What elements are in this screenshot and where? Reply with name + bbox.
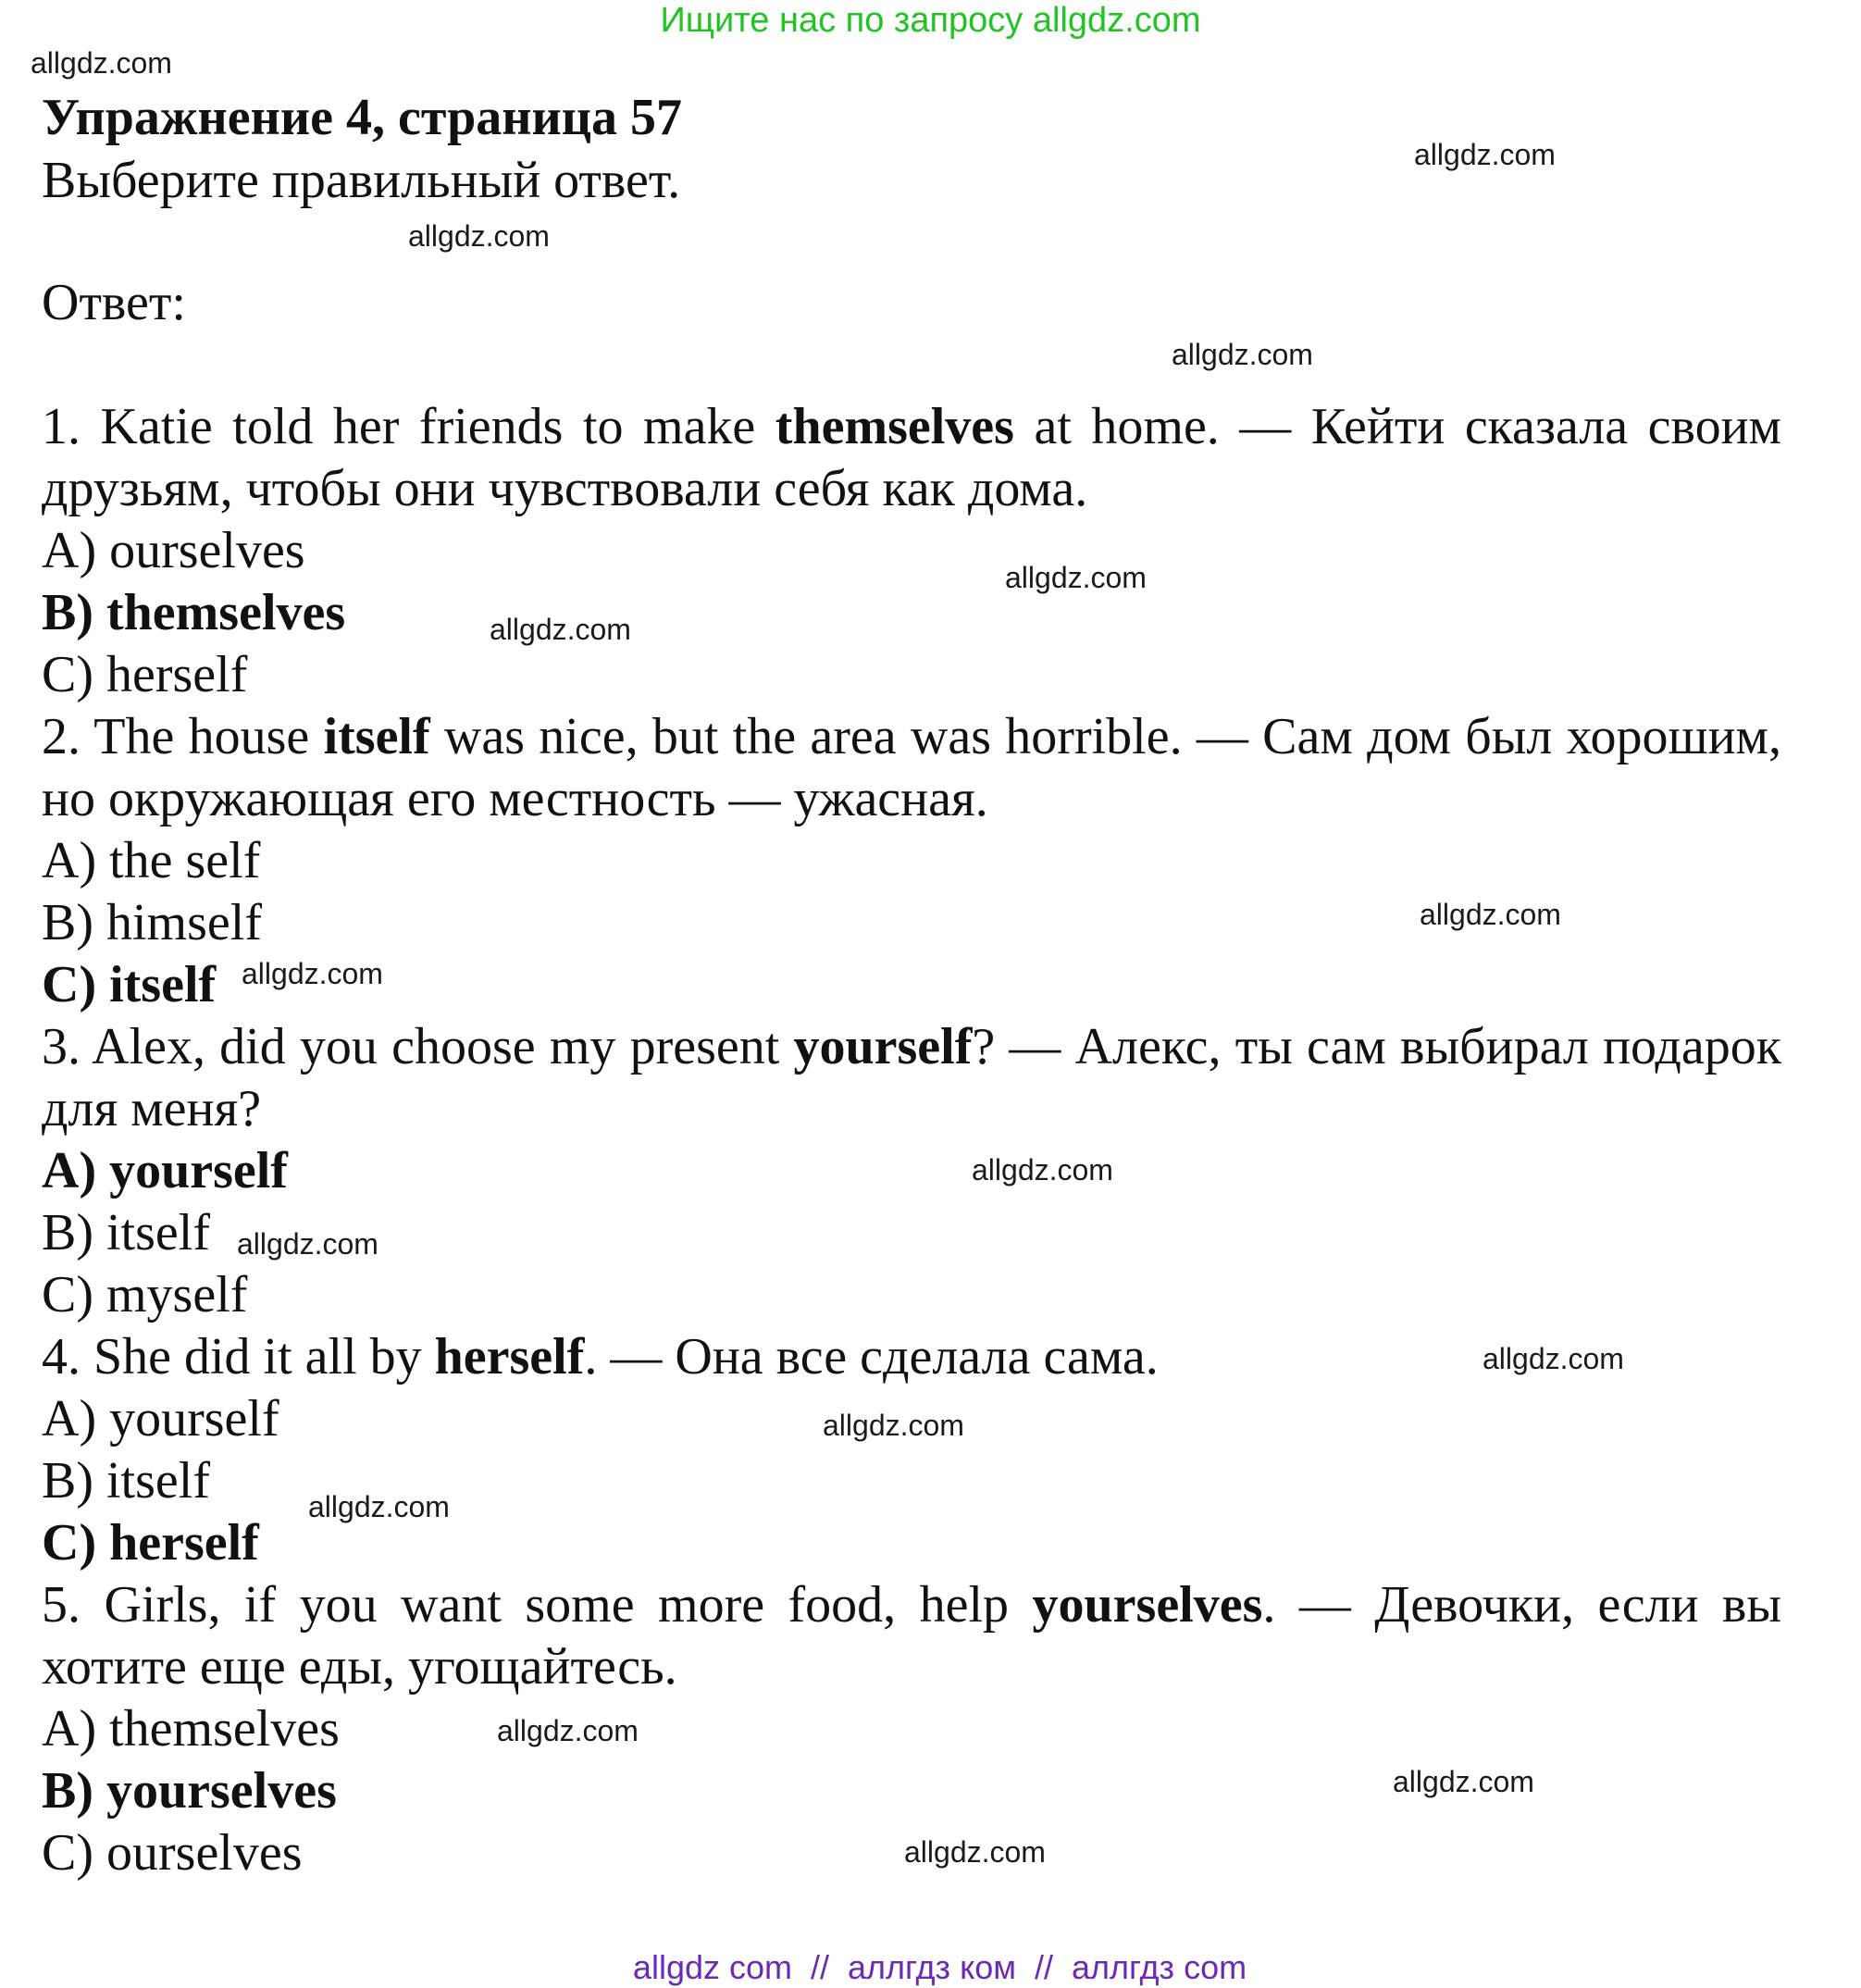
option-a-correct: A) yourself	[42, 1142, 288, 1199]
question-block	[42, 1016, 1781, 1326]
question-text-end: . — Она все сделала сама.	[584, 1328, 1159, 1385]
footer	[0, 1907, 1861, 1988]
option-b: B) itself	[42, 1452, 210, 1510]
question-text-end: was nice, but the area was horrible. — Сам дом был хорошим, но окружающая его местность — ужасная.	[42, 708, 1781, 827]
exercise-title: Упражнение 4, страница 57	[42, 89, 683, 146]
exercise-list	[42, 396, 1781, 1884]
answer-word: itself	[323, 708, 430, 765]
option-c: C) ourselves	[42, 1824, 303, 1882]
watermark: allgdz.com	[1420, 898, 1561, 931]
question-text-start: Girls, if you want some more food, help	[81, 1576, 1033, 1634]
watermark: allgdz.com	[972, 1153, 1113, 1187]
watermark: allgdz.com	[823, 1409, 964, 1442]
banner-text: Ищите нас по запросу allgdz.com	[660, 1, 1201, 40]
watermark: allgdz.com	[31, 46, 172, 80]
question-block	[42, 396, 1781, 706]
question-text-start: Katie told her friends to make	[81, 398, 775, 455]
answer-word: yourselves	[1032, 1576, 1263, 1634]
option-b-correct: B) themselves	[42, 584, 346, 641]
answer-word: yourself	[793, 1018, 973, 1075]
option-b: B) itself	[42, 1204, 210, 1261]
option-a: A) themselves	[42, 1700, 340, 1758]
question-text-start: The house	[81, 708, 324, 765]
watermark: allgdz.com	[1483, 1342, 1624, 1375]
answer-word: themselves	[775, 398, 1014, 455]
question-number: 5.	[42, 1576, 81, 1634]
question-block	[42, 706, 1781, 1016]
question-block	[42, 1574, 1781, 1884]
watermark: allgdz.com	[237, 1227, 378, 1261]
question-text-end: . — Девочки, если вы хотите еще еды, угощайтесь.	[42, 1576, 1781, 1696]
option-b-correct: B) yourselves	[42, 1762, 337, 1820]
question-text-end: at home. — Кейти сказала своим друзьям, чтобы они чувствовали себя как дома.	[42, 398, 1781, 517]
question-block	[42, 1326, 1781, 1574]
watermark: allgdz.com	[904, 1835, 1046, 1869]
question-text	[42, 1326, 1781, 1388]
question-text-end: ? — Алекс, ты сам выбирал подарок для меня?	[42, 1018, 1781, 1137]
watermark: allgdz.com	[490, 613, 631, 646]
watermark: allgdz.com	[308, 1490, 450, 1523]
option-a: A) ourselves	[42, 522, 305, 579]
option-b: B) himself	[42, 894, 262, 951]
option-c-correct: C) itself	[42, 956, 217, 1013]
question-text	[42, 1574, 1781, 1698]
question-text-start: She did it all by	[81, 1328, 435, 1385]
question-number: 1.	[42, 398, 81, 455]
document-body	[42, 85, 1781, 1884]
watermark: allgdz.com	[1172, 338, 1313, 371]
watermark: allgdz.com	[408, 219, 550, 253]
footer-text: allgdz com // аллгдз ком // аллгдз com	[632, 1948, 1247, 1986]
option-c: C) myself	[42, 1266, 248, 1323]
option-c: C) herself	[42, 646, 248, 703]
question-number: 3.	[42, 1018, 81, 1075]
exercise-instruction: Выберите правильный ответ.	[42, 152, 681, 209]
watermark: allgdz.com	[497, 1714, 639, 1747]
watermark: allgdz.com	[1414, 138, 1556, 171]
option-c-correct: C) herself	[42, 1514, 259, 1572]
answer-label: Ответ:	[42, 274, 186, 331]
option-a: A) the self	[42, 832, 261, 889]
top-banner	[0, 0, 1861, 41]
question-text	[42, 1016, 1781, 1140]
answer-word: herself	[434, 1328, 585, 1385]
question-text	[42, 706, 1781, 830]
watermark: allgdz.com	[1393, 1765, 1534, 1798]
question-number: 2.	[42, 708, 81, 765]
watermark: allgdz.com	[242, 957, 383, 990]
option-a: A) yourself	[42, 1390, 279, 1448]
question-number: 4.	[42, 1328, 81, 1385]
watermark: allgdz.com	[1005, 561, 1147, 594]
question-text-start: Alex, did you choose my present	[81, 1018, 794, 1075]
question-text	[42, 396, 1781, 520]
